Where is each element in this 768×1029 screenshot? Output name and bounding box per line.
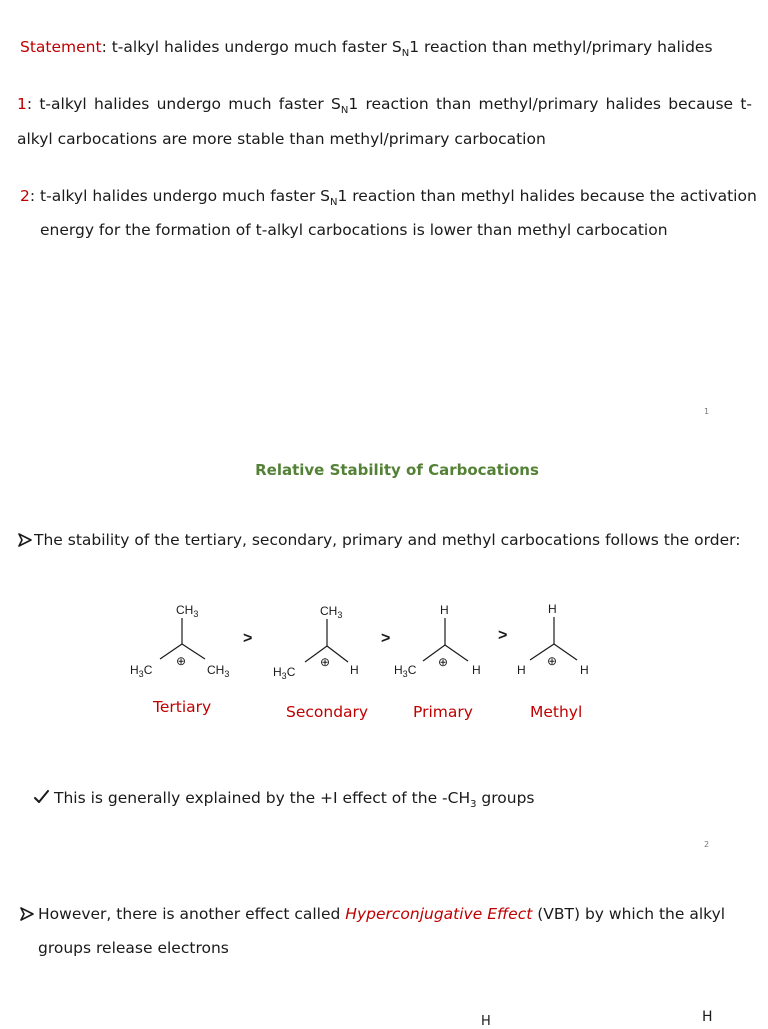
plus-charge-icon: ⊕ xyxy=(176,654,187,668)
section-heading: Relative Stability of Carbocations xyxy=(255,461,539,479)
tertiary-top-label: $CH_3$ xyxy=(176,603,199,619)
reason-1-label: 1 xyxy=(17,95,27,113)
carbocation-stability-scheme xyxy=(0,590,768,690)
stability-order-bullet: The stability of the tertiary, secondary, primary and methyl carbocations follows the order: xyxy=(18,530,740,552)
methyl-top-label: H xyxy=(548,602,557,616)
page-number-2: 2 xyxy=(704,840,710,849)
hyperconjugative-effect-term: Hyperconjugative Effect xyxy=(345,905,533,923)
plus-charge-icon: ⊕ xyxy=(320,655,331,669)
primary-right-label: H xyxy=(472,663,481,677)
plus-charge-icon: ⊕ xyxy=(547,654,558,668)
secondary-top-label: $CH_3$ xyxy=(320,604,343,620)
reason-2-label: 2 xyxy=(20,187,30,205)
primary-top-label: H xyxy=(440,603,449,617)
reason-1-line-1: 1: t-alkyl halides undergo much faster $S_N1$ reaction than methyl/primary halides because t- xyxy=(17,95,752,116)
hyperconjugation-bullet-line-2: groups release electrons xyxy=(38,939,229,957)
methyl-left-label: H xyxy=(517,663,526,677)
partial-h-left: H xyxy=(481,1014,491,1029)
arrow-bullet-icon xyxy=(18,532,34,552)
tertiary-carbocation xyxy=(130,603,229,679)
inductive-effect-note: This is generally explained by the +I effect of the $-CH_3$ groups xyxy=(34,788,535,809)
partial-h-right: H xyxy=(702,1009,713,1025)
tertiary-left-label: $H_3C$ xyxy=(130,663,153,679)
secondary-carbocation xyxy=(273,604,359,681)
label-secondary: Secondary xyxy=(286,703,369,721)
plus-charge-icon: ⊕ xyxy=(438,655,449,669)
label-primary: Primary xyxy=(413,703,473,721)
reason-2-line-2: energy for the formation of t-alkyl carbocations is lower than methyl carbocation xyxy=(40,221,668,239)
label-methyl: Methyl xyxy=(530,703,583,721)
secondary-left-label: $H_3C$ xyxy=(273,665,296,681)
hyperconjugation-bullet: However, there is another effect called Hyperconjugative Effect (VBT) by which the alkyl xyxy=(20,904,725,926)
reason-1-line-2: alkyl carbocations are more stable than methyl/primary carbocation xyxy=(17,130,546,148)
page-number-1: 1 xyxy=(704,407,710,416)
methyl-carbocation xyxy=(517,602,589,677)
label-tertiary: Tertiary xyxy=(153,698,212,716)
greater-than-2: > xyxy=(381,630,391,647)
statement-label: Statement xyxy=(20,38,102,56)
secondary-right-label: H xyxy=(350,663,359,677)
primary-left-label: $H_3C$ xyxy=(394,663,417,679)
reason-2-line-1: 2: t-alkyl halides undergo much faster $S_N1$ reaction than methyl halides because the activation xyxy=(20,187,757,208)
arrow-bullet-icon xyxy=(20,906,38,926)
primary-carbocation xyxy=(394,603,481,679)
tertiary-right-label: $CH_3$ xyxy=(207,663,230,679)
methyl-right-label: H xyxy=(580,663,589,677)
statement-line: Statement: t-alkyl halides undergo much faster $S_N1$ reaction than methyl/primary halides xyxy=(20,38,713,59)
greater-than-1: > xyxy=(243,630,253,647)
check-mark-icon xyxy=(34,789,54,809)
greater-than-3: > xyxy=(498,627,508,644)
